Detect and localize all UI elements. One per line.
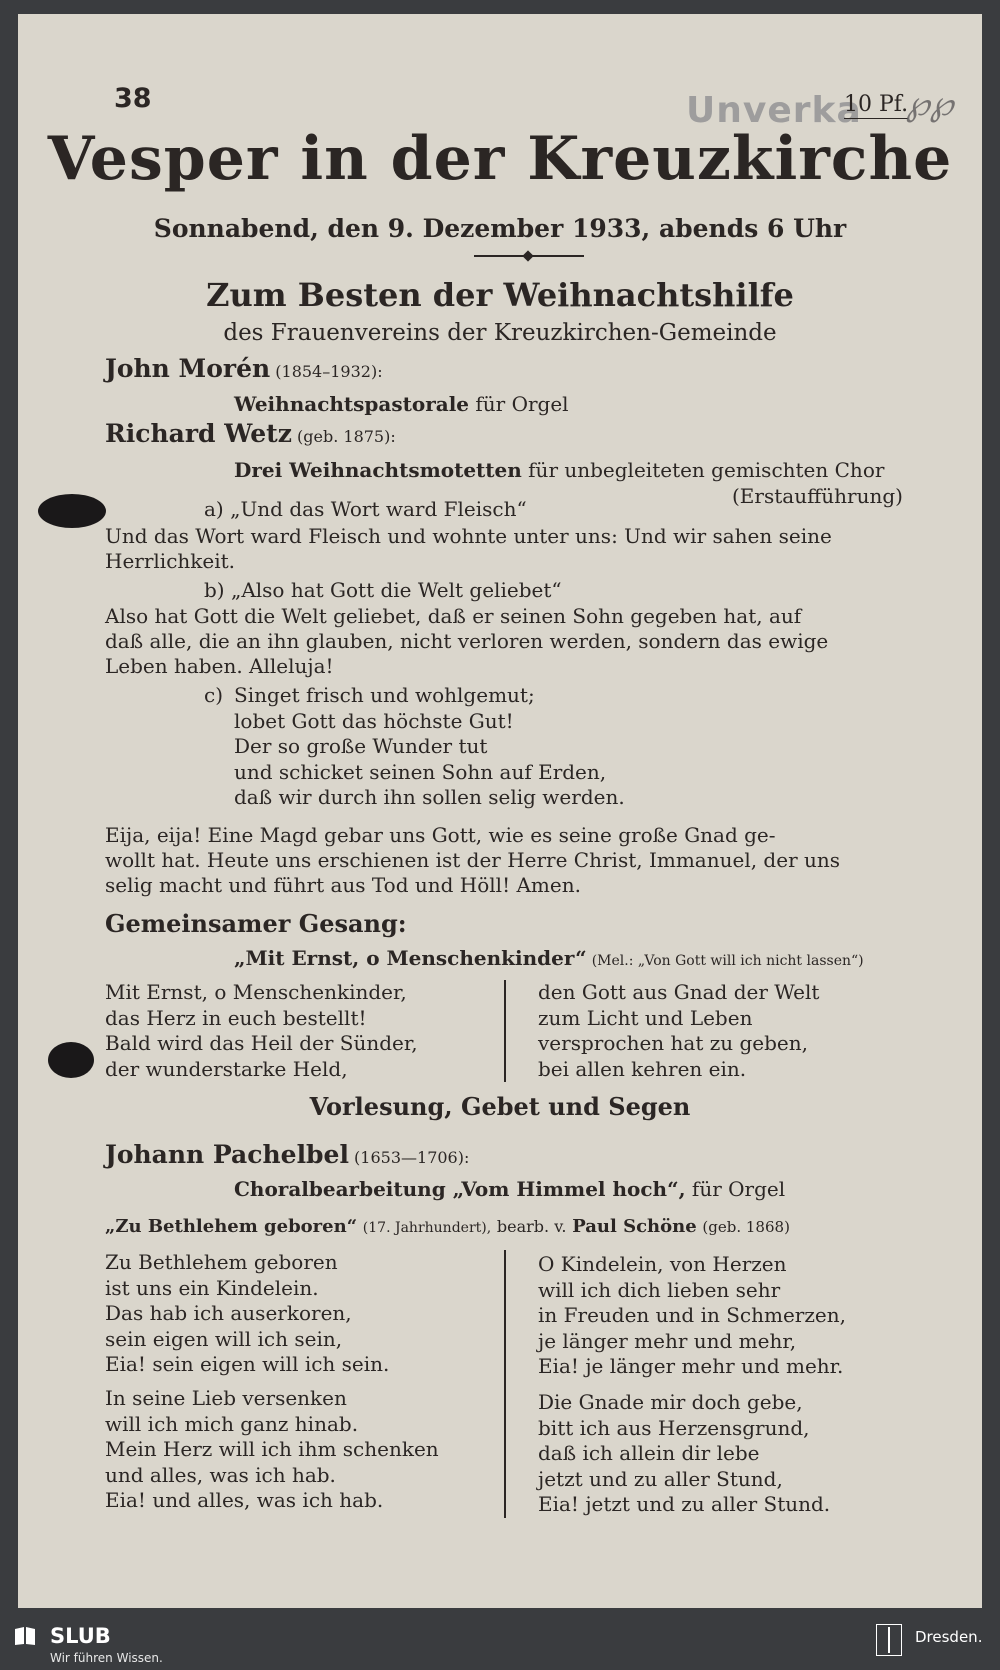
verse-line: den Gott aus Gnad der Welt	[538, 980, 820, 1004]
motet-a-text-2: Herrlichkeit.	[105, 549, 236, 573]
song-left-stanza-2	[105, 1386, 439, 1514]
unverkauflich-stamp: Unverka	[686, 90, 862, 131]
song-right-stanza-1	[538, 1252, 846, 1380]
composer-years: (1653—1706):	[354, 1148, 470, 1167]
motet-c-verse	[234, 683, 625, 811]
verse-line: Die Gnade mir doch gebe,	[538, 1390, 803, 1414]
verse-line: Eia! je länger mehr und mehr.	[538, 1354, 844, 1378]
verse-line: O Kindelein, von Herzen	[538, 1252, 787, 1276]
piece3-work	[234, 1177, 785, 1201]
verse-line: jetzt und zu aller Stund,	[538, 1466, 783, 1491]
slub-book-icon	[14, 1626, 36, 1646]
dresden-logo-text[interactable]: Dresden.	[915, 1628, 983, 1646]
arranger-years: (geb. 1868)	[702, 1218, 790, 1236]
verse-line: daß ich allein dir lebe	[538, 1441, 760, 1465]
benefit-subtitle: des Frauenvereins der Kreuzkirchen-Gemeinde	[223, 320, 777, 346]
verse-line: und alles, was ich hab.	[105, 1462, 336, 1487]
piece2-work	[234, 458, 884, 482]
piece3-composer-line	[105, 1140, 469, 1169]
hymn-left-column	[105, 980, 418, 1082]
verse-line: je länger mehr und mehr,	[538, 1328, 797, 1353]
column-divider	[504, 980, 506, 1082]
composer-name: John Morén	[105, 354, 271, 383]
hymn-title: „Mit Ernst, o Menschenkinder“	[234, 946, 587, 970]
work-suffix: für Orgel	[691, 1177, 786, 1201]
reading-heading: Vorlesung, Gebet und Segen	[309, 1092, 691, 1121]
ink-blot	[38, 494, 106, 528]
motet-c-label: c)	[204, 683, 224, 707]
work-suffix: für Orgel	[475, 392, 569, 416]
verse-line: will ich mich ganz hinab.	[105, 1411, 359, 1436]
dresden-crest-icon	[876, 1624, 902, 1656]
slub-logo-text[interactable]: SLUB	[50, 1624, 111, 1648]
motet-a-title: a) „Und das Wort ward Fleisch“	[204, 497, 527, 521]
motet-b-text-2: daß alle, die an ihn glauben, nicht verloren werden, sondern das ewige	[105, 629, 829, 653]
composer-years: (1854–1932):	[275, 362, 383, 381]
program-page	[18, 14, 982, 1608]
verse-line: versprochen hat zu geben,	[538, 1031, 809, 1055]
verse-line: Singet frisch und wohlgemut;	[234, 683, 535, 707]
arranger-name: Paul Schöne	[572, 1216, 697, 1237]
verse-line: Mit Ernst, o Menschenkinder,	[105, 980, 407, 1004]
motet-a-text-1: Und das Wort ward Fleisch und wohnte unter uns: Und wir sahen seine	[105, 524, 832, 548]
ornament-dot	[522, 250, 533, 261]
motet-b-title: b) „Also hat Gott die Welt geliebet“	[204, 578, 562, 602]
arranged-by: bearb. v.	[496, 1217, 567, 1236]
motet-b-text-1: Also hat Gott die Welt geliebet, daß er seinen Sohn gegeben hat, auf	[105, 604, 802, 628]
work-title: Drei Weihnachtsmotetten	[234, 458, 522, 482]
piece1-work	[234, 392, 569, 416]
premiere-note: (Erstaufführung)	[732, 484, 903, 508]
song-century: (17. Jahrhundert),	[362, 1220, 492, 1236]
date-line: Sonnabend, den 9. Dezember 1933, abends 6 Uhr	[153, 214, 847, 243]
piece2-composer-line	[105, 419, 396, 448]
work-suffix: für unbegleiteten gemischten Chor	[528, 458, 885, 482]
verse-line: daß wir durch ihn sollen selig werden.	[234, 785, 625, 809]
hymn-title-line	[234, 946, 864, 970]
verse-line: Eia! und alles, was ich hab.	[105, 1488, 384, 1512]
song-right-stanza-2	[538, 1390, 830, 1518]
work-title: Choralbearbeitung „Vom Himmel hoch“,	[234, 1177, 686, 1201]
hymn-heading: Gemeinsamer Gesang:	[105, 909, 407, 938]
composer-name: Richard Wetz	[105, 419, 292, 448]
hymn-right-column	[538, 980, 819, 1082]
verse-line: bitt ich aus Herzensgrund,	[538, 1415, 810, 1440]
composer-name: Johann Pachelbel	[105, 1140, 349, 1169]
verse-line: ist uns ein Kindelein.	[105, 1275, 319, 1300]
ink-blot	[48, 1042, 94, 1078]
verse-line: zum Licht und Leben	[538, 1005, 753, 1030]
verse-line: in Freuden und in Schmerzen,	[538, 1303, 846, 1327]
song-left-stanza-1	[105, 1250, 389, 1378]
page-number: 38	[114, 83, 152, 114]
verse-line: das Herz in euch bestellt!	[105, 1005, 367, 1030]
verse-line: In seine Lieb versenken	[105, 1386, 347, 1410]
page-title: Vesper in der Kreuzkirche	[47, 124, 953, 194]
eija-text-3: selig macht und führt aus Tod und Höll! Amen.	[105, 873, 581, 897]
eija-text-2: wollt hat. Heute uns erschienen ist der Herre Christ, Immanuel, der uns	[105, 848, 841, 872]
verse-line: Der so große Wunder tut	[234, 734, 488, 758]
handwritten-scribble: ℘℘	[906, 84, 954, 124]
song-title: „Zu Bethlehem geboren“	[105, 1216, 358, 1237]
motet-b-text-3: Leben haben. Alleluja!	[105, 654, 334, 678]
verse-line: will ich dich lieben sehr	[538, 1277, 781, 1302]
verse-line: Das hab ich auserkoren,	[105, 1301, 352, 1325]
verse-line: bei allen kehren ein.	[538, 1056, 747, 1081]
verse-line: sein eigen will ich sein,	[105, 1326, 343, 1351]
column-divider	[504, 1250, 506, 1518]
composer-years: (geb. 1875):	[297, 427, 396, 446]
verse-line: der wunderstarke Held,	[105, 1056, 348, 1081]
verse-line: und schicket seinen Sohn auf Erden,	[234, 759, 607, 784]
verse-line: Mein Herz will ich ihm schenken	[105, 1437, 439, 1461]
hymn-melody: (Mel.: „Von Gott will ich nicht lassen“)	[591, 953, 864, 969]
verse-line: Bald wird das Heil der Sünder,	[105, 1031, 418, 1055]
verse-line: Zu Bethlehem geboren	[105, 1250, 338, 1274]
price-label: 10 Pf.	[844, 92, 909, 117]
piece1-composer-line	[105, 354, 383, 383]
verse-line: lobet Gott das höchste Gut!	[234, 708, 514, 733]
piece4-title-line	[105, 1216, 790, 1237]
eija-text-1: Eija, eija! Eine Magd gebar uns Gott, wie es seine große Gnad ge-	[105, 823, 776, 847]
slub-tagline: Wir führen Wissen.	[50, 1651, 163, 1665]
benefit-title: Zum Besten der Weihnachtshilfe	[206, 276, 794, 314]
verse-line: Eia! sein eigen will ich sein.	[105, 1352, 390, 1376]
work-title: Weihnachtspastorale	[234, 392, 470, 416]
verse-line: Eia! jetzt und zu aller Stund.	[538, 1492, 831, 1516]
